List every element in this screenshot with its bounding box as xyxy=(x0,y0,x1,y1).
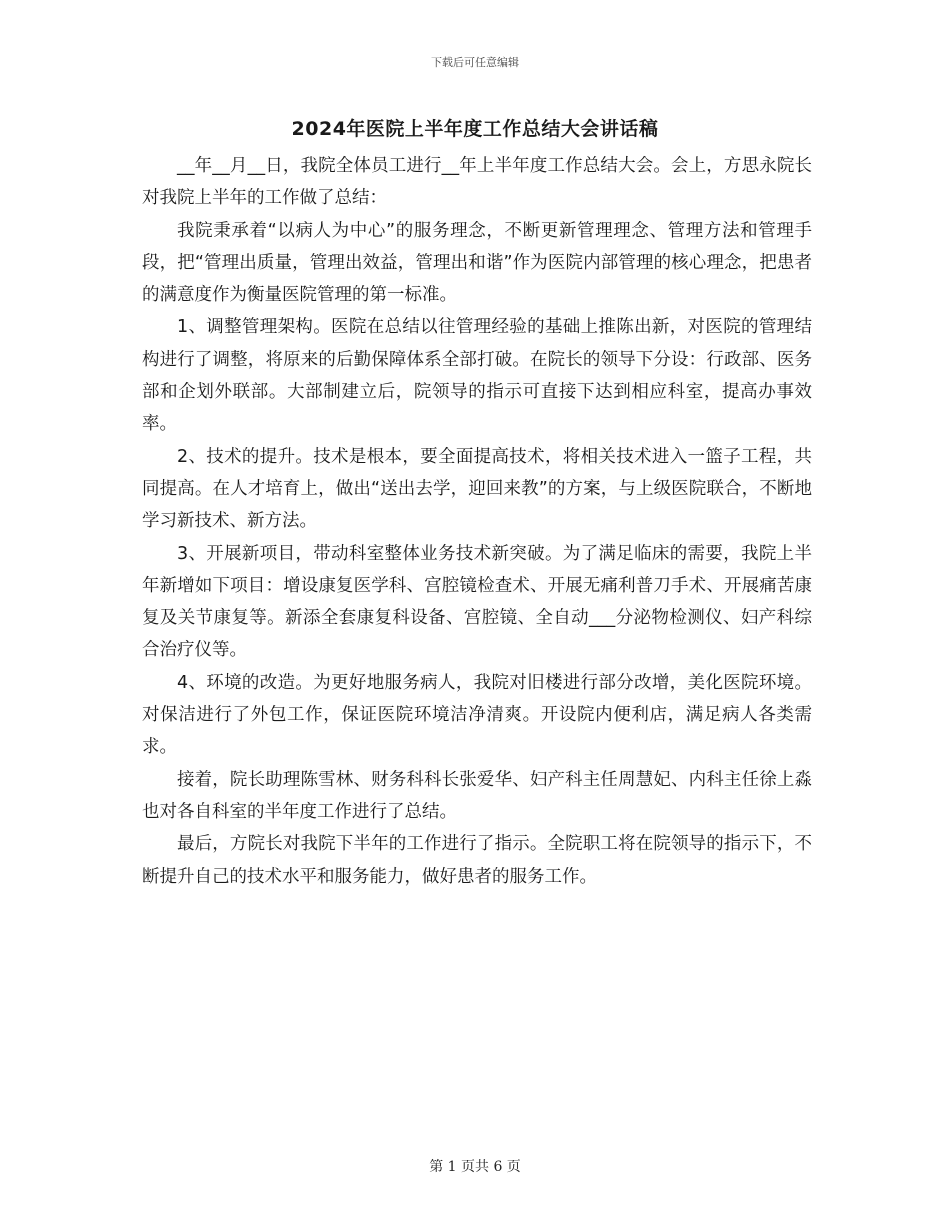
paragraph-item-4: 4、环境的改造。为更好地服务病人，我院对旧楼进行部分改增，美化医院环境。对保洁进行了外包工作，保证医院环境洁净清爽。开设院内便利店，满足病人各类需求。 xyxy=(142,672,812,758)
paragraph-item-1: 1、调整管理架构。医院在总结以往管理经验的基础上推陈出新，对医院的管理结构进行了调整，将原来的后勤保障体系全部打破。在院长的领导下分设：行政部、医务部和企划外联部。大部制建立后，院领导的指示可直接下达到相应科室，提高办事效率。 xyxy=(142,317,812,435)
paragraph-philosophy: 我院秉承着“以病人为中心”的服务理念，不断更新管理理念、管理方法和管理手段，把“管理出质量，管理出效益，管理出和谐”作为医院内部管理的核心理念，把患者的满意度作为衡量医院管理的第一标准。 xyxy=(142,220,812,306)
document-body xyxy=(142,150,812,893)
paragraph-department-summaries: 接着，院长助理陈雪林、财务科科长张爱华、妇产科主任周慧妃、内科主任徐上淼也对各自科室的半年度工作进行了总结。 xyxy=(142,769,812,822)
document-title: 2024年医院上半年度工作总结大会讲话稿 xyxy=(291,118,659,140)
page-number: 第 1 页共 6 页 xyxy=(429,1159,521,1175)
paragraph-closing: 最后，方院长对我院下半年的工作进行了指示。全院职工将在院领导的指示下，不断提升自己的技术水平和服务能力，做好患者的服务工作。 xyxy=(142,834,812,887)
paragraph-item-3: 3、开展新项目，带动科室整体业务技术新突破。为了满足临床的需要，我院上半年新增如下项目：增设康复医学科、宫腔镜检查术、开展无痛利普刀手术、开展痛苦康复及关节康复等。新添全套康复科设备、宫腔镜、全自动___分泌物检测仪、妇产科综合治疗仪等。 xyxy=(142,543,812,661)
paragraph-intro: __年__月__日，我院全体员工进行__年上半年度工作总结大会。会上，方思永院长对我院上半年的工作做了总结： xyxy=(142,156,812,209)
header-note: 下载后可任意编辑 xyxy=(431,56,519,69)
paragraph-item-2: 2、技术的提升。技术是根本，要全面提高技术，将相关技术进入一篮子工程，共同提高。在人才培育上，做出“送出去学，迎回来教”的方案，与上级医院联合，不断地学习新技术、新方法。 xyxy=(142,446,812,532)
